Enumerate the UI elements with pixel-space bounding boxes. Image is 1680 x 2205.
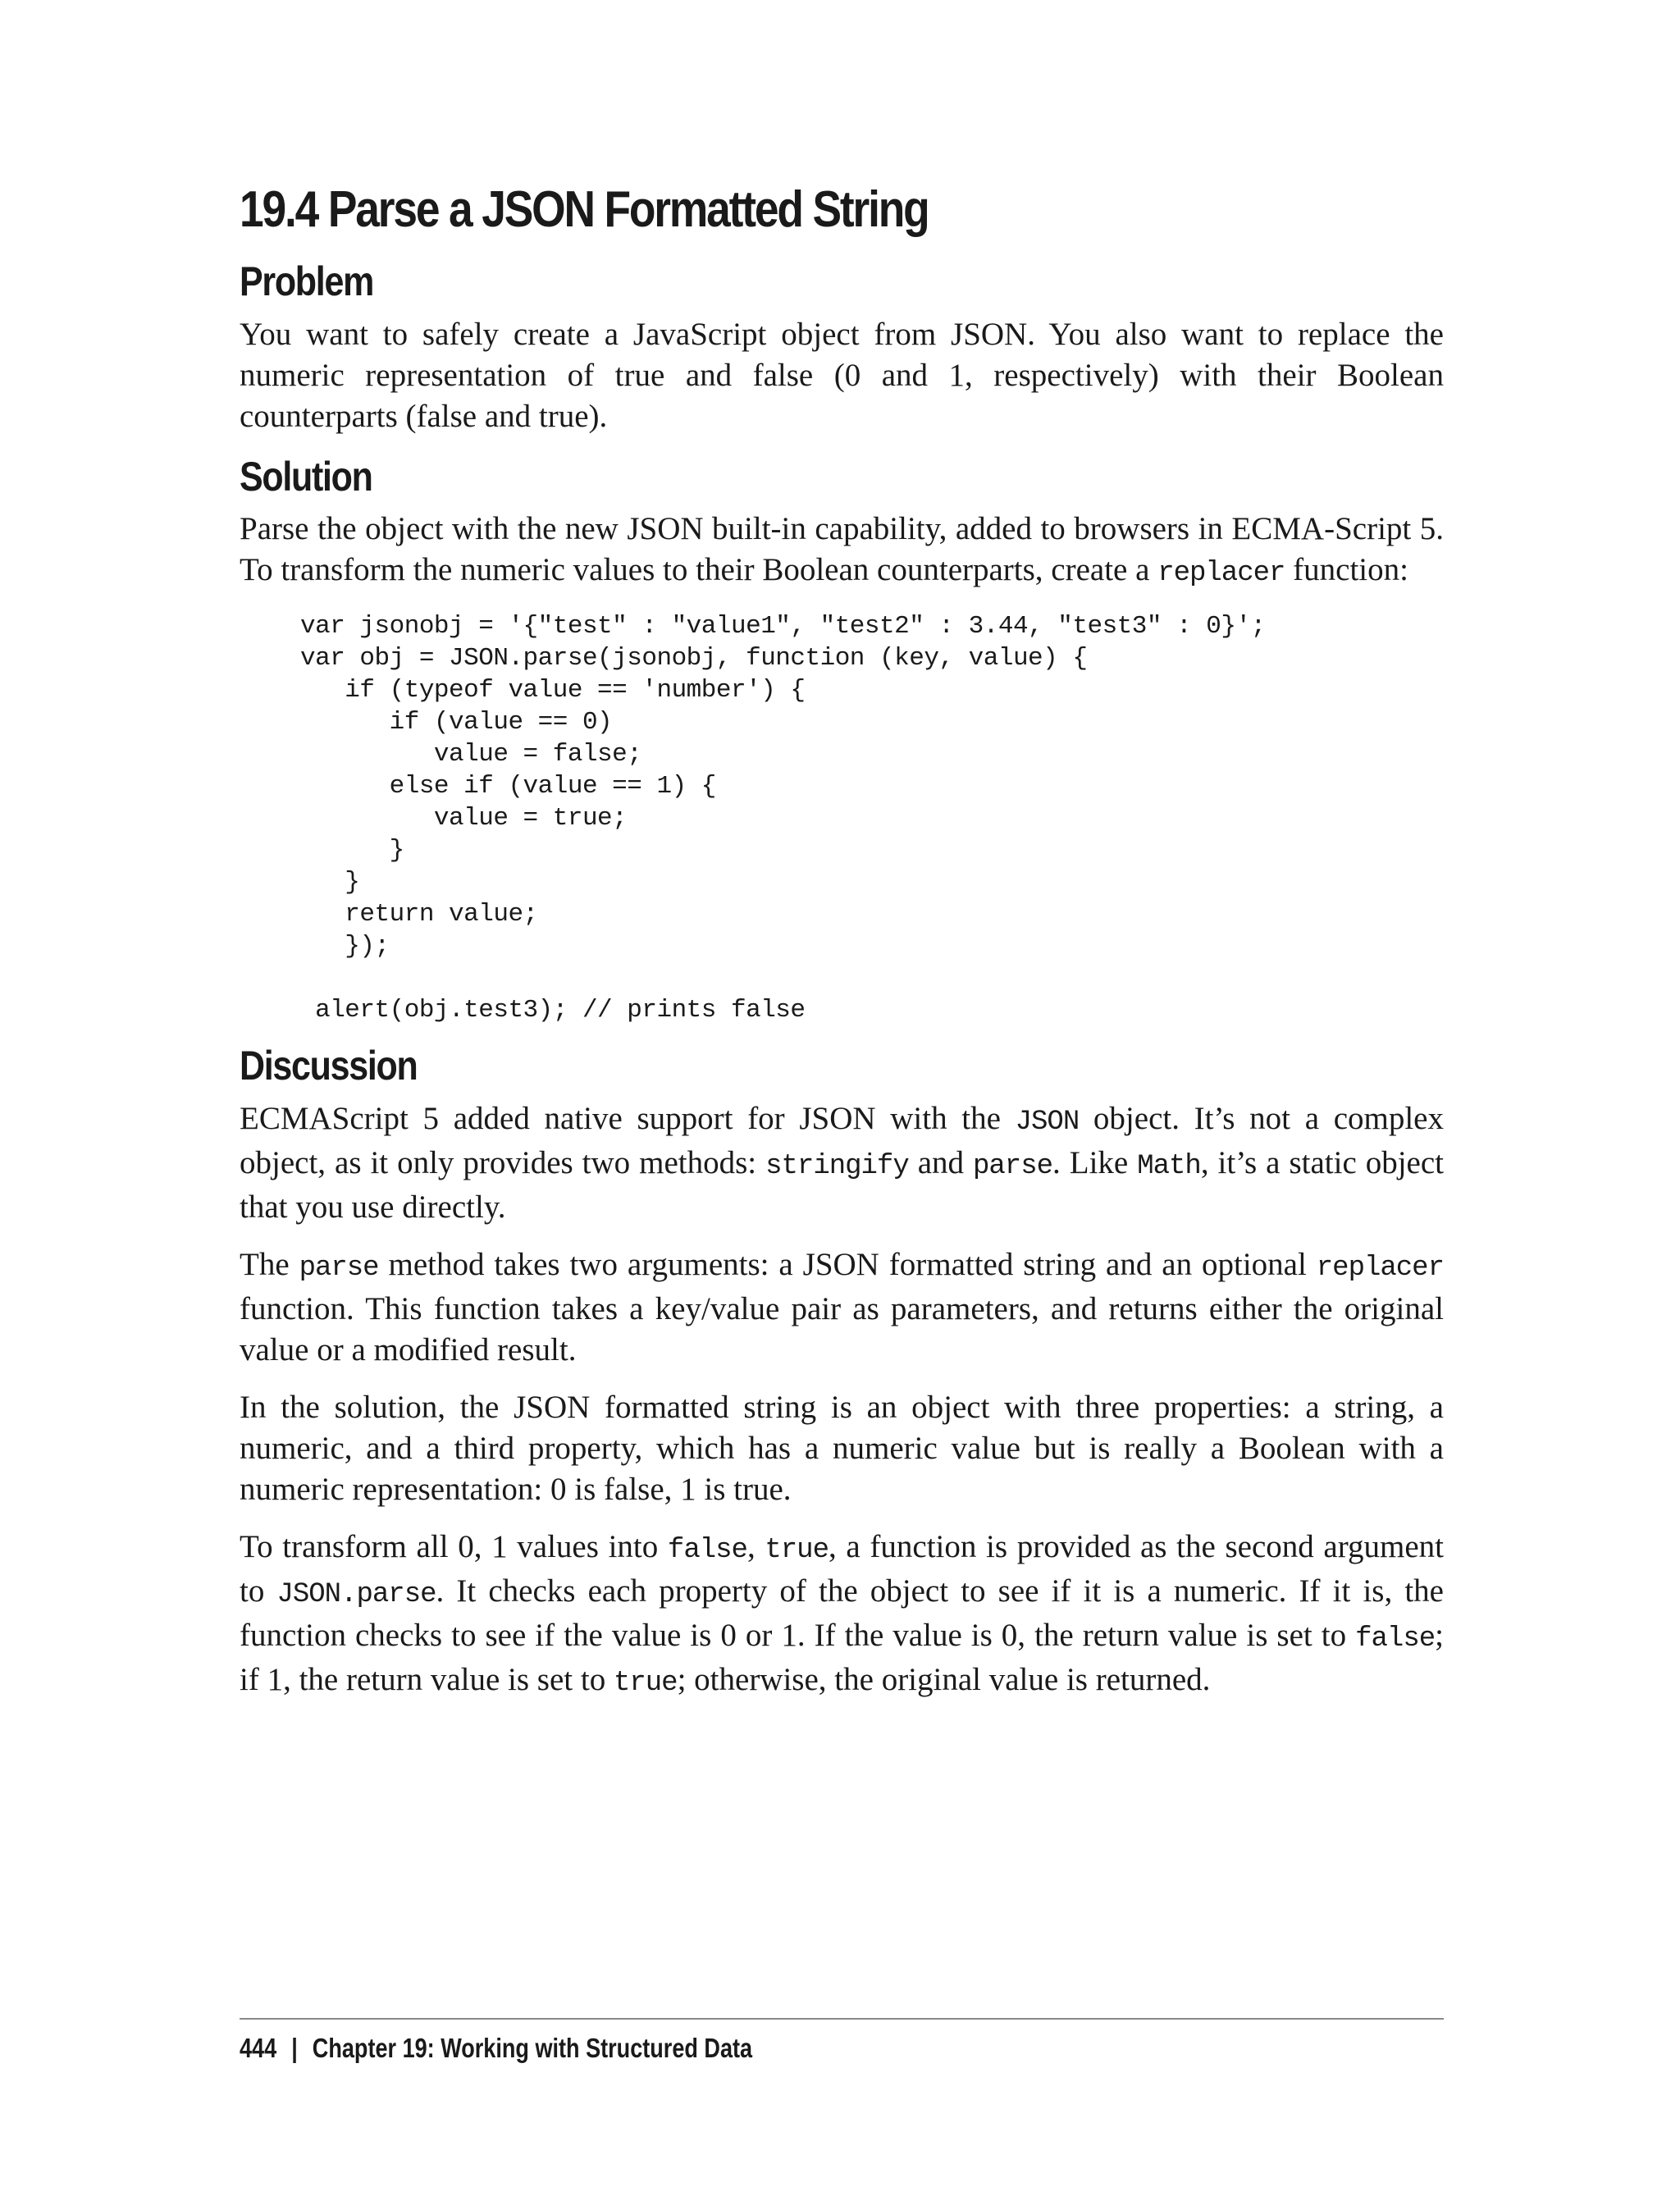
paragraph-text: , <box>746 1528 765 1564</box>
page-footer <box>240 2018 1444 2064</box>
page-number: 444 <box>240 2033 277 2063</box>
paragraph-text: To transform all 0, 1 values into <box>240 1528 668 1564</box>
solution-heading: Solution <box>240 453 372 500</box>
discussion-heading: Discussion <box>240 1043 418 1089</box>
inline-code-replacer: replacer <box>1157 558 1285 590</box>
paragraph-text: , it’s a static object that you use directly. <box>240 1144 1445 1225</box>
discussion-paragraph-4 <box>240 1527 1444 1704</box>
discussion-paragraph-3: In the solution, the JSON formatted string is an object with three properties: a string, a numeric, and a third property, which has a numeric value but is really a Boolean with a numeric representation: 0 is false, 1 is true. <box>240 1389 1444 1507</box>
inline-code: JSON <box>1015 1106 1080 1138</box>
inline-code: true <box>765 1534 829 1566</box>
paragraph-text: . Like <box>1052 1144 1138 1180</box>
inline-code: false <box>1355 1623 1436 1655</box>
code-block: var jsonobj = '{"test" : "value1", "test2" : 3.44, "test3" : 0}'; var obj = JSON.parse(jsonobj, function (key, value) { if (typeof value == 'number') { if (value == 0) value = false; else if (value == 1) { value = true; } } return value; }); alert(obj.test3); // prints false <box>300 612 1266 1025</box>
inline-code: parse <box>299 1252 379 1284</box>
inline-code: stringify <box>765 1150 909 1182</box>
solution-text: Parse the object with the new JSON built-in capability, added to browsers in ECMA-Script 5. To transform the numeric values to their Boolean counterparts, create a <box>240 511 1444 588</box>
paragraph-text: object. It’s not a complex object, as it only provides two methods: <box>240 1100 1444 1180</box>
problem-heading: Problem <box>240 258 374 305</box>
solution-text: function: <box>1285 552 1408 588</box>
paragraph-text: function. This function takes a key/value pair as parameters, and returns either the original value or a modified result. <box>240 1290 1444 1367</box>
discussion-paragraph-2 <box>240 1244 1444 1371</box>
paragraph-text: , a function is provided as the second argument to <box>240 1528 1444 1609</box>
discussion-paragraph-1 <box>240 1098 1444 1228</box>
problem-paragraph: You want to safely create a JavaScript object from JSON. You also want to replace the numeric representation of true and false (0 and 1, respectively) with their Boolean counterparts (false and true). <box>240 316 1444 434</box>
paragraph-text: ; if 1, the return value is set to <box>240 1617 1444 1697</box>
page-content <box>240 180 1444 1720</box>
paragraph-text: ECMAScript 5 added native support for JSON with the <box>240 1100 1016 1136</box>
inline-code: Math <box>1137 1150 1201 1182</box>
chapter-title: Chapter 19: Working with Structured Data <box>312 2033 753 2063</box>
paragraph-text: The <box>240 1246 299 1282</box>
inline-code: parse <box>973 1150 1053 1182</box>
footer-separator: | <box>291 2033 298 2063</box>
inline-code: false <box>667 1534 747 1566</box>
paragraph-text: method takes two arguments: a JSON formatted string and an optional <box>378 1246 1317 1282</box>
section-title: 19.4 Parse a JSON Formatted String <box>240 181 929 238</box>
inline-code: JSON.parse <box>276 1578 436 1610</box>
paragraph-text: ; otherwise, the original value is returned. <box>677 1661 1211 1697</box>
footer-content <box>240 2033 752 2064</box>
paragraph-text: . It checks each property of the object to see if it is a numeric. If it is, the function checks to see if the value is 0 or 1. If the value is 0, the return value is set to <box>240 1573 1444 1653</box>
inline-code: replacer <box>1316 1252 1444 1284</box>
paragraph-text: and <box>908 1144 973 1180</box>
solution-paragraph <box>240 509 1444 594</box>
inline-code: true <box>613 1667 678 1699</box>
